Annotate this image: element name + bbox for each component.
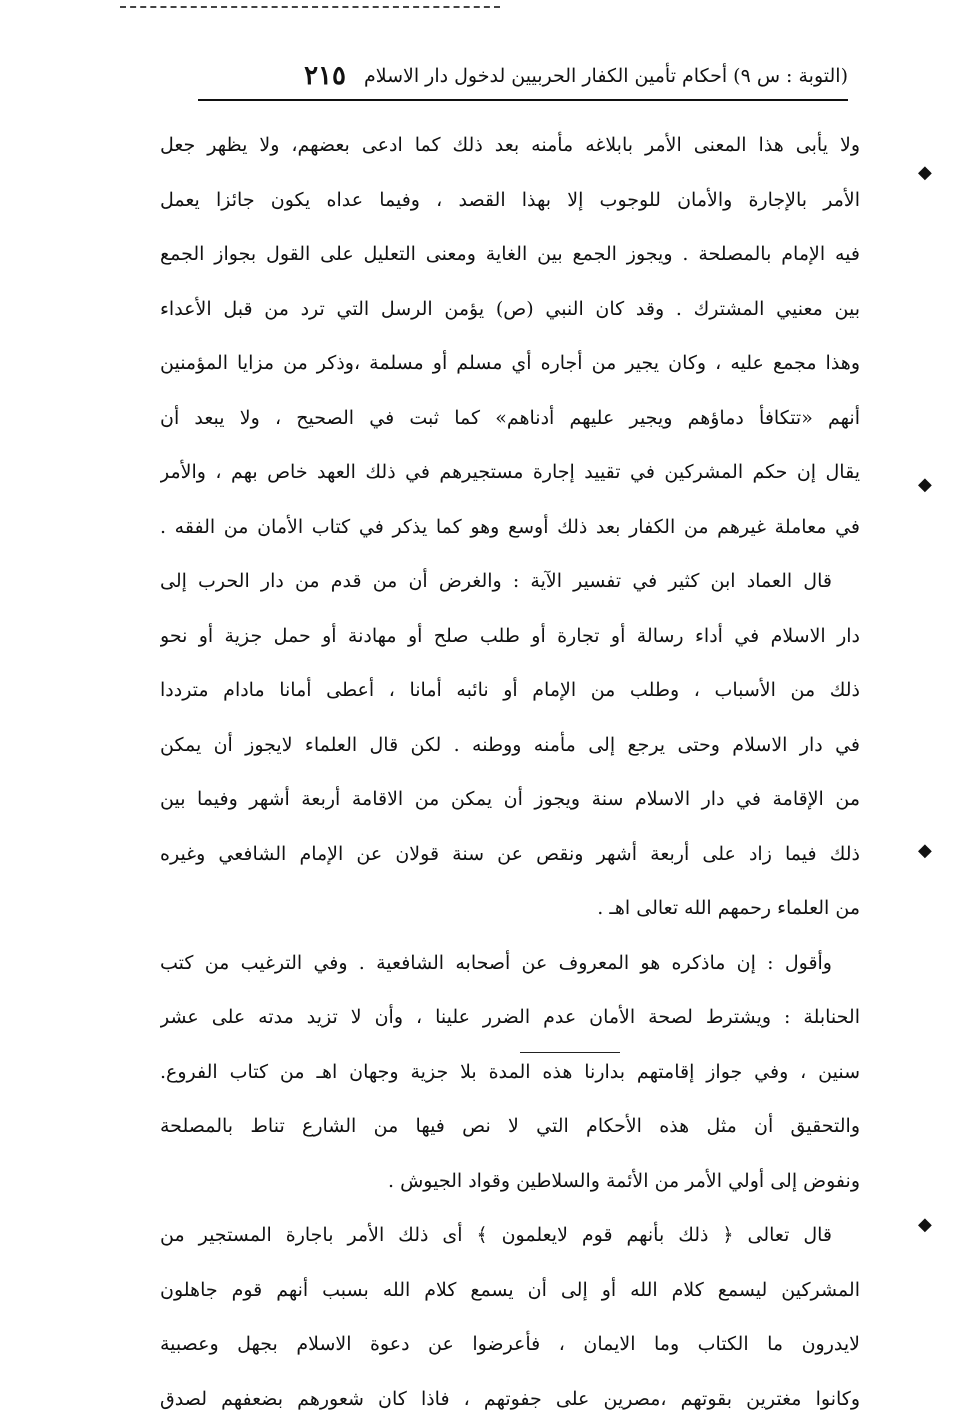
text-line: الأمر بالإجارة والأمان للوجوب إلا بهذا القصد ، وفيما عداه يكون جائزا يعمل — [160, 173, 860, 228]
section-rule — [520, 1052, 620, 1053]
text-line: ولا يأبى هذا المعنى الأمر بابلاغه مأمنه بعد ذلك كما ادعى بعضهم، ولا يظهر جعل — [160, 118, 860, 173]
margin-mark-icon: ◆ — [918, 1218, 936, 1232]
text-line: وكانوا مغترين بقوتهم ،مصرين على جفوتهم ، فاذا كان شعورهم بضعفهم لصدق — [160, 1372, 860, 1426]
header-rule — [198, 99, 848, 101]
paragraph — [160, 554, 860, 936]
text-line: ذلك فيما زاد على أربعة أشهر ونقص عن سنة قولان عن الإمام الشافعي وغيره — [160, 827, 860, 882]
text-line: قال تعالى ﴿ ذلك بأنهم قوم لايعلمون ﴾ أى ذلك الأمر باجارة المستجير من — [160, 1208, 860, 1263]
paragraph — [160, 1208, 860, 1426]
text-line: دار الاسلام في أداء رسالة أو تجارة أو طلب صلح أو مهادنة أو حمل جزية أو نحو — [160, 609, 860, 664]
margin-mark-icon: ◆ — [918, 166, 936, 180]
text-line: يقال إن حكم المشركين في تقييد إجارة مستجيرهم في ذلك العهد خاص بهم ، والأمر — [160, 445, 860, 500]
text-line: ذلك من الأسباب ، وطلب من الإمام أو نائبه أمانا ، أعطى أمانا مادام مترددا — [160, 663, 860, 718]
text-line: قال العماد ابن كثير في تفسير الآية : والغرض أن من قدم من دار الحرب إلى — [160, 554, 860, 609]
text-line: المشركين ليسمع كلام الله أو إلى أن يسمع كلام الله بسبب أنهم قوم جاهلون — [160, 1263, 860, 1318]
margin-mark-icon: ◆ — [918, 478, 936, 492]
page-header — [198, 56, 848, 96]
text-line: من العلماء رحمهم الله تعالى اهـ . — [160, 881, 860, 936]
text-line: لايدرون ما الكتاب وما الايمان ، فأعرضوا عن دعوة الاسلام بجهل وعصبية — [160, 1317, 860, 1372]
body-text — [160, 118, 860, 1426]
text-line: فيه الإمام بالمصلحة . ويجوز الجمع بين الغاية ومعنى التعليل على القول بجواز الجمع — [160, 227, 860, 282]
text-line: الحنابلة : ويشترط لصحة الأمان عدم الضرر علينا ، وأن لا تزيد مدته على عشر — [160, 990, 860, 1045]
margin-mark-icon: ◆ — [918, 844, 936, 858]
text-line: بين معنيي المشترك . وقد كان النبي (ص) يؤمن الرسل التي ترد من قبل الأعداء — [160, 282, 860, 337]
text-line: ونفوض إلى أولي الأمر من الأئمة والسلاطين وقواد الجيوش . — [160, 1154, 860, 1209]
page-number: ٢١٥ — [304, 61, 346, 91]
running-head: (التوبة : س ٩) أحكام تأمين الكفار الحربيين لدخول دار الاسلام — [364, 65, 848, 87]
text-line: سنين ، وفي جواز إقامتهم بدارنا هذه المدة بلا جزية وجهان اهـ من كتاب الفروع. — [160, 1045, 860, 1100]
text-line: في معاملة غيرهم من الكفار بعد ذلك أوسع وهو كما يذكر في كتاب الأمان من الفقه . — [160, 500, 860, 555]
scan-edge-marks — [120, 6, 500, 8]
text-line: وأقول : إن ماذكره هو المعروف عن أصحابه الشافعية . وفي الترغيب من كتب — [160, 936, 860, 991]
text-line: والتحقيق أن مثل هذه الأحكام التي لا نص فيها من الشارع تناط بالمصلحة — [160, 1099, 860, 1154]
paragraph — [160, 118, 860, 554]
text-line: في دار الاسلام وحتى يرجع إلى مأمنه ووطنه . لكن قال العلماء لايجوز أن يمكن — [160, 718, 860, 773]
text-line: من الإقامة في دار الاسلام سنة ويجوز أن يمكن من الاقامة أربعة أشهر وفيما بين — [160, 772, 860, 827]
text-line: أنهم «تتكافأ دماؤهم ويجير عليهم أدناهم» كما ثبت في الصحيح ، ولا يبعد أن — [160, 391, 860, 446]
text-line: وهذا مجمع عليه ، وكان يجير من أجاره أي مسلم أو مسلمة ،وذكر من مزايا المؤمنين — [160, 336, 860, 391]
paragraph — [160, 936, 860, 1209]
